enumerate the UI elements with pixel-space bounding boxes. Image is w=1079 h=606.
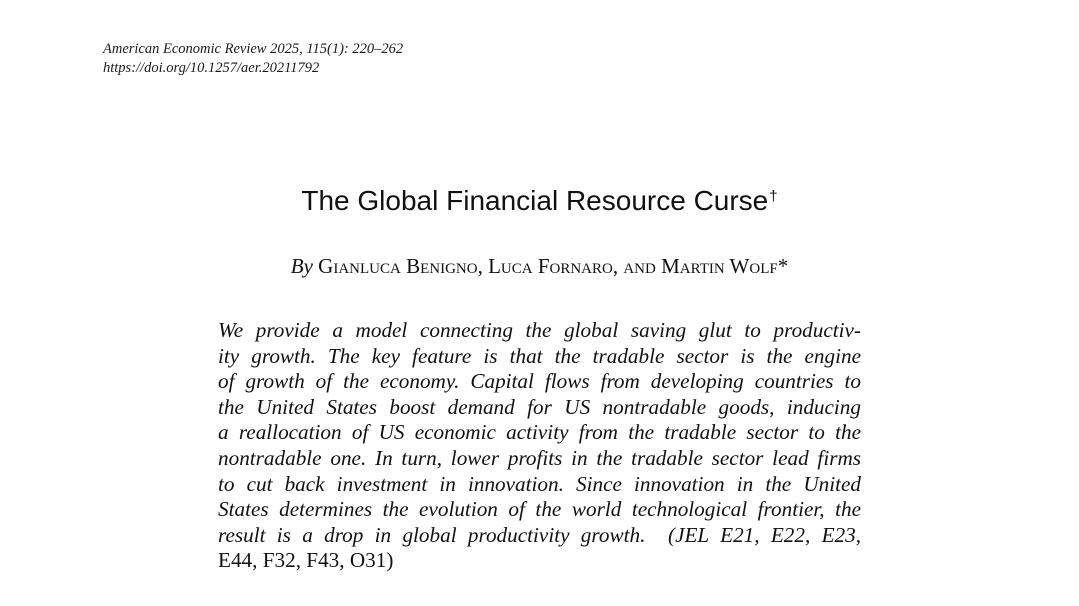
abstract-line: nontradable one. In turn, lower profits in the tradable sector lead firms <box>218 445 861 470</box>
paper-title-text: The Global Financial Resource Curse <box>301 185 769 216</box>
abstract-final-sentence: result is a drop in global productivity growth. <box>218 522 646 547</box>
jel-label: JEL <box>675 522 709 547</box>
abstract <box>218 318 861 574</box>
abstract-line: States determines the evolution of the world technological frontier, the <box>218 497 861 522</box>
journal-citation-line: American Economic Review 2025, 115(1): 220–262 <box>103 41 404 57</box>
abstract-line-with-jel <box>218 523 861 549</box>
author-footnote-mark[interactable]: * <box>777 254 789 278</box>
title-footnote-mark[interactable]: † <box>769 188 778 205</box>
doi-link[interactable]: https://doi.org/10.1257/aer.20211792 <box>103 60 320 76</box>
abstract-line: to cut back investment in innovation. Since innovation in the United <box>218 471 861 496</box>
abstract-line: We provide a model connecting the global saving glut to productiv- <box>218 318 861 342</box>
abstract-line: ity growth. The key feature is that the tradable sector is the engine <box>218 343 861 368</box>
jel-codes-continued: E44, F32, F43, O31) <box>218 548 394 573</box>
journal-citation <box>103 40 403 78</box>
abstract-line: the United States boost demand for US nontradable goods, inducing <box>218 394 861 419</box>
abstract-line: of growth of the economy. Capital flows from developing countries to <box>218 369 861 394</box>
abstract-line: a reallocation of US economic activity from the tradable sector to the <box>218 420 861 445</box>
jel-codes: E21, E22, E23, <box>720 522 862 547</box>
byline-prefix: By <box>290 254 313 278</box>
author-names: Gianluca Benigno, Luca Fornaro, and Martin Wolf <box>318 254 778 278</box>
paper-title <box>0 183 1079 219</box>
jel-open-paren: ( <box>668 522 676 547</box>
author-byline <box>0 252 1079 280</box>
